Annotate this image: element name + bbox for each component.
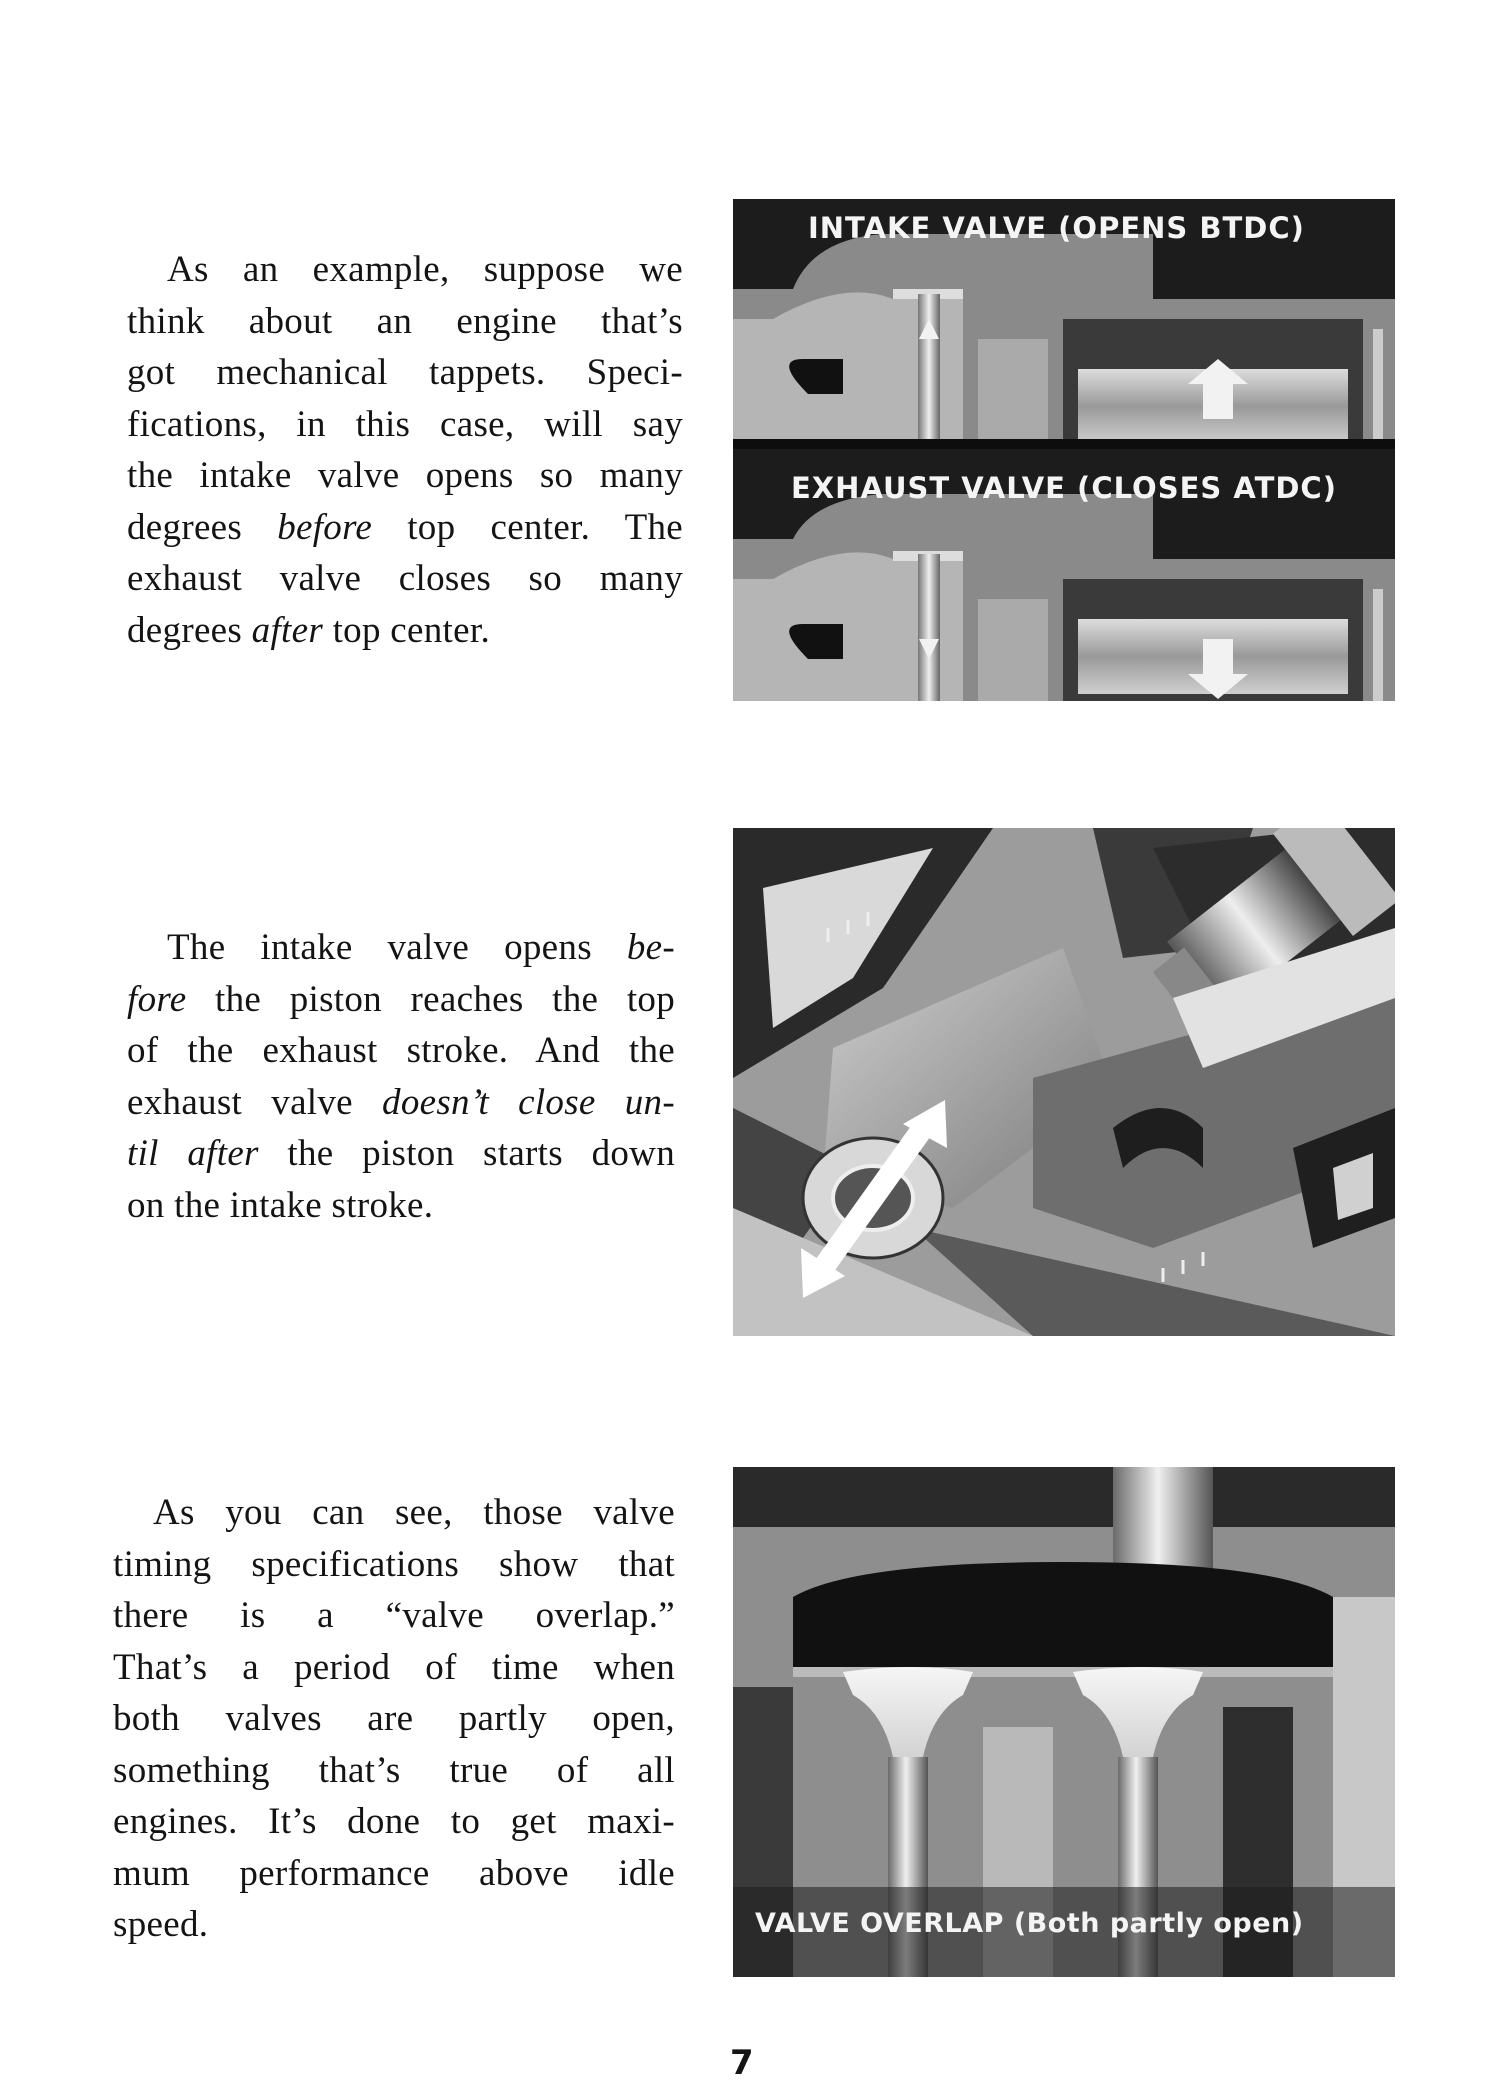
text-run: top center. The xyxy=(372,506,684,548)
text-line: timing specifications show that xyxy=(113,1543,675,1585)
text-line: the intake valve opens so many xyxy=(127,455,683,496)
emphasis: doesn’t close un- xyxy=(382,1081,675,1123)
text-line xyxy=(127,974,675,1026)
emphasis: fore xyxy=(127,978,187,1020)
valve-overlap-figure xyxy=(733,1467,1395,1977)
text-line: As an example, suppose we xyxy=(167,249,683,290)
text-line: As you can see, those valve xyxy=(153,1492,675,1533)
text-line xyxy=(127,1128,675,1180)
text-line: exhaust valve closes so many xyxy=(127,558,683,599)
text-line xyxy=(127,502,683,554)
text-line: something that’s true of all xyxy=(113,1749,675,1791)
text-line: got mechanical tappets. Speci- xyxy=(127,352,683,393)
text-line: That’s a period of time when xyxy=(113,1646,675,1688)
paragraph-3 xyxy=(113,1487,675,1951)
text-line: think about an engine that’s xyxy=(127,300,683,342)
text-line: of the exhaust stroke. And the xyxy=(127,1030,675,1071)
text-line: there is a “valve overlap.” xyxy=(113,1595,675,1636)
text-line: on the intake stroke. xyxy=(127,1184,434,1226)
text-line: mum performance above idle xyxy=(113,1852,675,1894)
text-run: the piston starts down xyxy=(258,1133,675,1174)
emphasis: til after xyxy=(127,1133,259,1174)
text-run: The intake valve opens xyxy=(167,927,627,968)
text-line: speed. xyxy=(113,1904,209,1945)
paragraph-1 xyxy=(127,244,683,656)
intake-valve-caption: INTAKE VALVE (OPENS BTDC) xyxy=(808,211,1305,245)
emphasis: be- xyxy=(626,927,675,968)
text-run: top center. xyxy=(323,609,490,651)
text-line xyxy=(127,922,675,974)
text-run: the piston reaches the top xyxy=(186,978,675,1020)
cylinder-head-figure xyxy=(733,828,1395,1336)
emphasis-after: after xyxy=(251,609,324,651)
text-line: fications, in this case, will say xyxy=(127,403,683,445)
text-line xyxy=(127,1077,675,1129)
page-number: 7 xyxy=(730,2043,754,2083)
valve-overlap-caption: VALVE OVERLAP (Both partly open) xyxy=(755,1908,1304,1939)
text-line xyxy=(127,605,683,657)
exhaust-valve-caption: EXHAUST VALVE (CLOSES ATDC) xyxy=(791,471,1337,505)
valve-cutaway-illustration xyxy=(733,199,1395,701)
panel-divider xyxy=(733,439,1395,449)
paragraph-2 xyxy=(127,922,675,1231)
emphasis-before: before xyxy=(277,506,373,548)
text-line: engines. It’s done to get maxi- xyxy=(113,1801,675,1842)
valve-timing-figure xyxy=(733,199,1395,701)
text-run: degrees xyxy=(127,609,252,651)
valve-overlap-illustration xyxy=(733,1467,1395,1977)
cylinder-head-illustration xyxy=(733,828,1395,1336)
text-line: both valves are partly open, xyxy=(113,1698,675,1739)
text-run: degrees xyxy=(127,506,278,548)
text-run: exhaust valve xyxy=(127,1081,383,1123)
